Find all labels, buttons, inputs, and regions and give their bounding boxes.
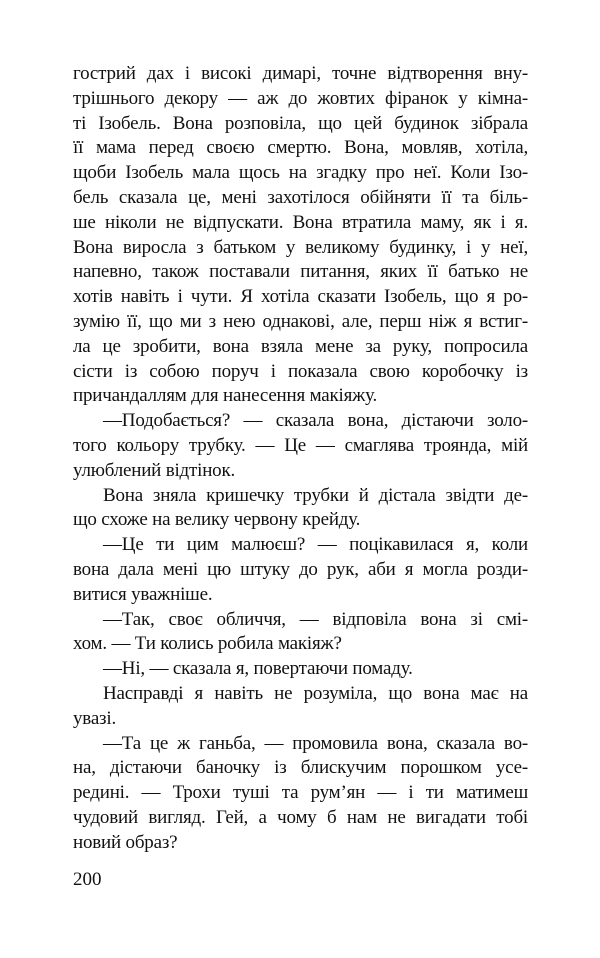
paragraph (73, 409, 528, 483)
text-line: —Ні, — сказала я, повертаючи помаду. (103, 658, 413, 680)
text-line: хом. — Ти колись робила макіяж? (73, 633, 342, 655)
text-line: —Так, своє обличчя, — відповіла вона зі смі- (103, 608, 528, 630)
text-line: щоби Ізобель мала щось на згадку про неї. Коли Ізо- (73, 162, 528, 184)
page-body-text (73, 62, 528, 856)
paragraph (73, 682, 528, 732)
paragraph (73, 533, 528, 607)
text-line: —Подобається? — сказала вона, дістаючи золо- (103, 410, 528, 432)
text-line: зумію її, що ми з нею однакові, але, перш ніж я встиг- (73, 310, 528, 332)
text-line: —Це ти цим малюєш? — поцікавилася я, коли (103, 534, 528, 556)
text-line: сісти із собою поруч і показала свою коробочку із (73, 360, 528, 382)
text-line: того кольору трубку. — Це — смаглява троянда, мій (73, 434, 528, 456)
text-line: улюблений відтінок. (73, 459, 236, 481)
text-line: напевно, також поставали питання, яких її батько не (73, 261, 528, 283)
text-line: на, дістаючи баночку із блискучим порошком усе- (73, 757, 528, 779)
text-line: витися уважніше. (73, 583, 213, 605)
text-line: причандаллям для нанесення макіяжу. (73, 385, 378, 407)
text-line: бель сказала це, мені захотілося обійняти її та біль- (73, 186, 528, 208)
text-line: що схоже на велику червону крейду. (73, 509, 361, 531)
text-line: хотів навіть і чути. Я хотіла сказати Ізобель, що я ро- (73, 286, 528, 308)
text-line: гострий дах і високі димарі, точне відтворення вну- (73, 63, 528, 84)
text-line: Вона зняла кришечку трубки й дістала звідти де- (103, 484, 528, 506)
text-line: ше ніколи не відпускати. Вона втратила маму, як і я. (73, 211, 528, 233)
text-line: ла це зробити, вона взяла мене за руку, попросила (73, 335, 528, 357)
text-line: ті Ізобель. Вона розповіла, що цей будинок зібрала (73, 112, 528, 134)
text-line: чудовий вигляд. Гей, а чому б нам не вигадати тобі (73, 806, 528, 828)
page-number: 200 (73, 869, 102, 890)
text-line: Вона виросла з батьком у великому будинку, і у неї, (73, 236, 528, 258)
paragraph (73, 657, 528, 682)
text-line: новий образ? (73, 831, 178, 853)
paragraph (73, 608, 528, 658)
text-line: вона дала мені цю штуку до рук, аби я могла розди- (73, 558, 528, 580)
paragraph (73, 484, 528, 534)
text-line: Насправді я навіть не розуміла, що вона має на (103, 682, 528, 704)
text-line: трішнього декору — аж до жовтих фіранок у кімна- (73, 87, 528, 109)
text-line: редині. — Трохи туші та рум’ян — і ти матимеш (73, 782, 528, 804)
text-line: увазі. (73, 707, 116, 729)
paragraph (73, 62, 528, 409)
paragraph (73, 732, 528, 856)
text-line: —Та це ж ганьба, — промовила вона, сказала во- (103, 732, 528, 754)
text-line: її мама перед своєю смертю. Вона, мовляв, хотіла, (73, 137, 528, 159)
